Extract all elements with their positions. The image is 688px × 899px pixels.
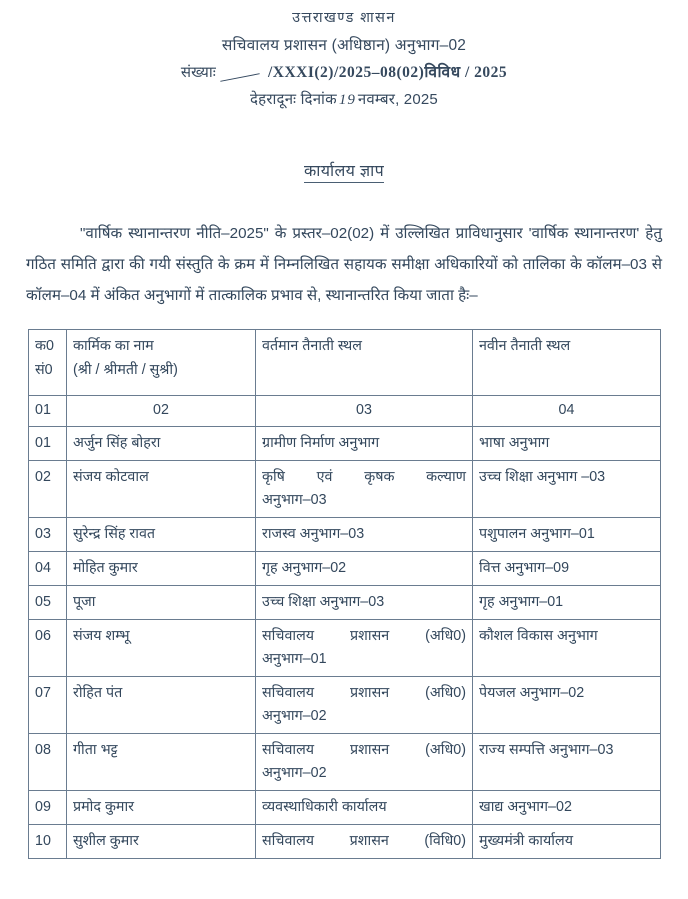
row-new-line1: पशुपालन अनुभाग–01 (479, 525, 595, 542)
row-serial: 03 (29, 517, 67, 551)
row-name: संजय शम्भू (67, 619, 256, 676)
row-new-posting (473, 517, 661, 551)
row-new-line1: उच्च शिक्षा अनुभाग –03 (479, 468, 606, 485)
row-current-line2: अनुभाग–02 (262, 764, 327, 781)
row-current-line2: अनुभाग–01 (262, 650, 327, 667)
row-current-posting (256, 517, 473, 551)
row-name: सुशील कुमार (67, 824, 256, 858)
col-header-current-line1: वर्तमान तैनाती स्थल (262, 338, 362, 355)
row-new-line1: मुख्यमंत्री कार्यालय (479, 832, 573, 849)
table-head (29, 330, 661, 426)
table-row (29, 790, 661, 824)
row-serial: 08 (29, 733, 67, 790)
row-current-posting (256, 426, 473, 460)
row-serial: 05 (29, 585, 67, 619)
row-new-posting (473, 824, 661, 858)
row-current-line1: राजस्व अनुभाग–03 (262, 525, 365, 542)
row-current-line2: अनुभाग–02 (262, 707, 327, 724)
row-name: मोहित कुमार (67, 551, 256, 585)
row-serial: 04 (29, 551, 67, 585)
table-row (29, 551, 661, 585)
col-header-new-line1: नवीन तैनाती स्थल (479, 338, 571, 355)
table-row (29, 733, 661, 790)
place-date-prefix: देहरादूनः दिनांक (250, 90, 337, 108)
row-current-posting (256, 676, 473, 733)
row-current-line1: सचिवालय प्रशासन (अधि0) (262, 741, 466, 758)
row-new-posting (473, 426, 661, 460)
date-handwritten-value: 19 (338, 91, 356, 108)
row-new-line1: कौशल विकास अनुभाग (479, 627, 598, 644)
row-name: पूजा (67, 585, 256, 619)
reference-number-blank (216, 66, 268, 80)
table-row (29, 517, 661, 551)
row-current-line1: उच्च शिक्षा अनुभाग–03 (262, 593, 385, 610)
row-name: गीता भट्ट (67, 733, 256, 790)
col-header-serial (29, 330, 67, 396)
row-current-posting (256, 551, 473, 585)
col-number-2: 02 (67, 396, 256, 426)
col-header-name (67, 330, 256, 396)
row-current-line1: सचिवालय प्रशासन (विधि0) (262, 832, 466, 849)
row-current-line1: गृह अनुभाग–02 (262, 559, 347, 576)
row-new-line1: राज्य सम्पत्ति अनुभाग–03 (479, 741, 614, 758)
row-new-posting (473, 460, 661, 517)
document-header (0, 0, 688, 111)
row-current-line1: ग्रामीण निर्माण अनुभाग (262, 434, 380, 451)
date-suffix: नवम्बर, 2025 (357, 90, 438, 108)
table-row (29, 619, 661, 676)
reference-number-line (0, 62, 688, 84)
row-new-line1: वित्त अनुभाग–09 (479, 559, 570, 576)
row-new-line1: खाद्य अनुभाग–02 (479, 798, 572, 815)
row-name: प्रमोद कुमार (67, 790, 256, 824)
department-name: सचिवालय प्रशासन (अधिष्ठान) अनुभाग–02 (221, 36, 467, 54)
row-serial: 02 (29, 460, 67, 517)
col-number-4: 04 (473, 396, 661, 426)
row-name: रोहित पंत (67, 676, 256, 733)
col-header-current-posting (256, 330, 473, 396)
table-row (29, 585, 661, 619)
row-current-posting (256, 790, 473, 824)
row-current-posting (256, 824, 473, 858)
row-serial: 10 (29, 824, 67, 858)
row-current-line1: सचिवालय प्रशासन (अधि0) (262, 627, 466, 644)
row-new-line1: भाषा अनुभाग (479, 434, 550, 451)
col-header-serial-line1: क0 (35, 338, 54, 355)
row-new-posting (473, 790, 661, 824)
table-row (29, 426, 661, 460)
row-current-posting (256, 585, 473, 619)
table-row (29, 824, 661, 858)
row-name: संजय कोटवाल (67, 460, 256, 517)
row-current-posting (256, 733, 473, 790)
row-name: अर्जुन सिंह बोहरा (67, 426, 256, 460)
government-name: उत्तराखण्ड शासन (292, 10, 396, 26)
row-current-posting (256, 460, 473, 517)
body-paragraph: "वार्षिक स्थानान्तरण नीति–2025" के प्रस्तर–02(02) में उल्लिखित प्राविधानुसार 'वार्षिक स्थानान्तरण' हेतु गठित समिति द्वारा की गयी संस्तुति के क्रम में निम्नलिखित सहायक समीक्षा अधिकारियों को तालिका के कॉलम–03 से कॉलम–04 में अंकित अनुभागों में तात्कालिक प्रभाव से, स्थानान्तरित किया जाता हैः– (26, 224, 662, 304)
row-serial: 09 (29, 790, 67, 824)
row-current-line1: व्यवस्थाधिकारी कार्यालय (262, 798, 387, 815)
reference-number-value: /XXXI(2)/2025–08(02)विविध / 2025 (267, 63, 508, 81)
transfer-table-wrap (28, 329, 660, 858)
col-number-3: 03 (256, 396, 473, 426)
row-new-posting (473, 551, 661, 585)
document-title-wrap (0, 159, 688, 183)
row-serial: 06 (29, 619, 67, 676)
table-body (29, 426, 661, 858)
table-row (29, 460, 661, 517)
reference-number-label: संख्याः (180, 63, 216, 81)
place-date-line (0, 89, 688, 111)
row-new-posting (473, 676, 661, 733)
table-column-number-row (29, 396, 661, 426)
row-new-line1: पेयजल अनुभाग–02 (479, 684, 585, 701)
row-new-line1: गृह अनुभाग–01 (479, 593, 564, 610)
transfer-table (28, 329, 661, 858)
row-serial: 01 (29, 426, 67, 460)
page-title: कार्यालय ज्ञाप (304, 159, 384, 183)
col-header-name-line2: (श्री / श्रीमती / सुश्री) (73, 361, 178, 378)
table-header-row (29, 330, 661, 396)
row-current-line1: सचिवालय प्रशासन (अधि0) (262, 684, 466, 701)
col-header-serial-line2: सं0 (35, 361, 53, 378)
row-new-posting (473, 733, 661, 790)
row-name: सुरेन्द्र सिंह रावत (67, 517, 256, 551)
col-number-1: 01 (29, 396, 67, 426)
row-new-posting (473, 619, 661, 676)
row-serial: 07 (29, 676, 67, 733)
row-new-posting (473, 585, 661, 619)
row-current-posting (256, 619, 473, 676)
col-header-name-line1: कार्मिक का नाम (73, 338, 154, 355)
col-header-new-posting (473, 330, 661, 396)
table-row (29, 676, 661, 733)
row-current-line2: अनुभाग–03 (262, 491, 327, 508)
row-current-line1: कृषि एवं कृषक कल्याण (262, 468, 466, 485)
